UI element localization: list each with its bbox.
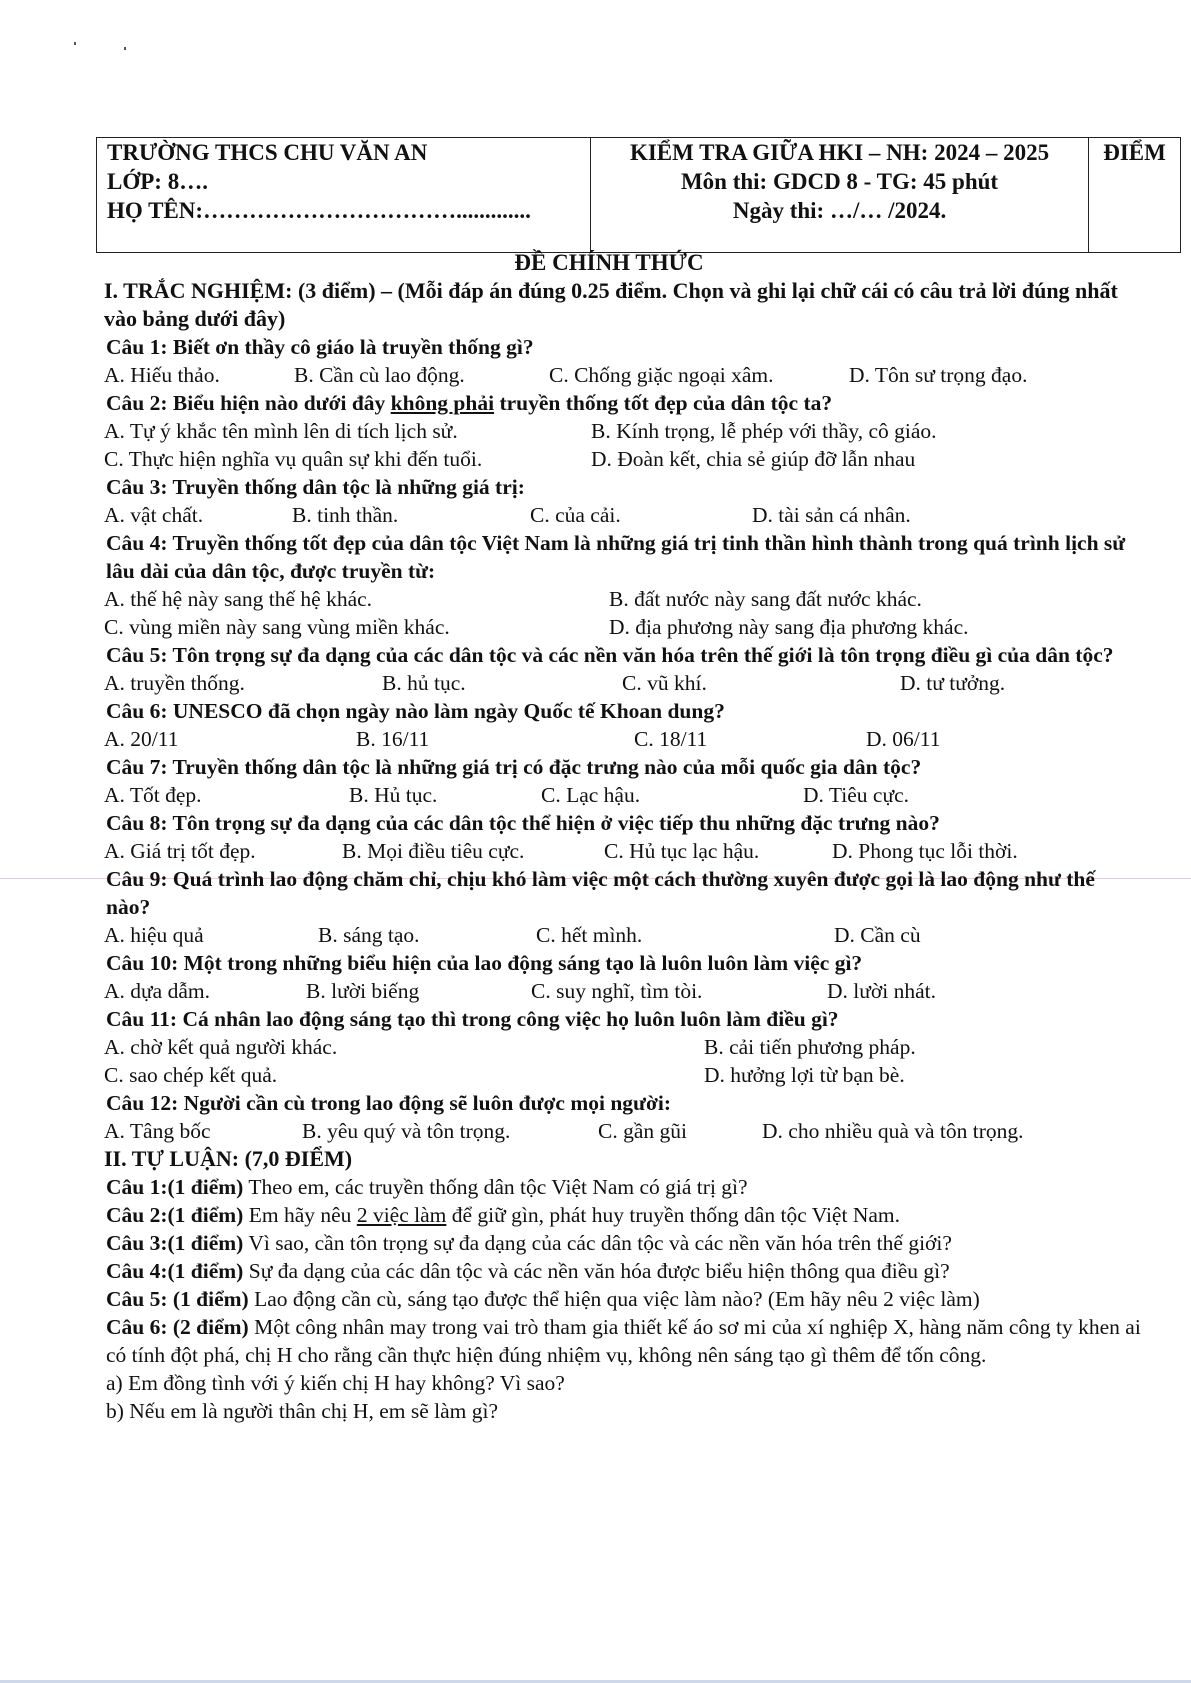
options-12	[104, 1117, 1144, 1145]
option-b: B. Mọi điều tiêu cực.	[342, 839, 525, 863]
option-c: C. Thực hiện nghĩa vụ quân sự khi đến tuổi.	[104, 447, 483, 471]
options-10	[104, 977, 1144, 1005]
options-7	[104, 781, 1144, 809]
score-cell	[1089, 138, 1181, 253]
option-c: C. gần gũi	[598, 1119, 687, 1143]
option-d: D. Tiêu cực.	[803, 783, 910, 807]
question-2-post: truyền thống tốt đẹp của dân tộc ta?	[494, 391, 833, 415]
scan-mark	[74, 42, 76, 45]
essay-label: Câu 6: (2 điểm)	[106, 1315, 249, 1339]
essay-label: Câu 3:(1 điểm)	[106, 1231, 244, 1255]
part2-title: II. TỰ LUẬN: (7,0 ĐIỂM)	[104, 1146, 353, 1171]
option-d: D. tư tưởng.	[900, 671, 1006, 695]
option-d: D. cho nhiều quà và tôn trọng.	[762, 1119, 1024, 1143]
question-7: Câu 7: Truyền thống dân tộc là những giá trị có đặc trưng nào của mỗi quốc gia dân tộc?	[106, 755, 922, 779]
option-a: A. Hiếu thảo.	[104, 363, 220, 387]
question-10: Câu 10: Một trong những biểu hiện của lao động sáng tạo là luôn luôn làm việc gì?	[106, 951, 863, 975]
essay-question-5	[104, 1285, 1144, 1313]
option-b: B. cải tiến phương pháp.	[704, 1035, 916, 1059]
question-4: Câu 4: Truyền thống tốt đẹp của dân tộc Việt Nam là những giá trị tinh thần hình thành trong quá trình lịch sử lâu dài của dân tộc, được truyền từ:	[106, 531, 1126, 583]
question-12: Câu 12: Người cần cù trong lao động sẽ luôn được mọi người:	[106, 1091, 671, 1115]
essay-label: Câu 4:(1 điểm)	[106, 1259, 244, 1283]
essay-label: Câu 1:(1 điểm)	[106, 1175, 244, 1199]
option-d: D. Phong tục lỗi thời.	[832, 839, 1018, 863]
exam-info-cell	[591, 138, 1089, 253]
option-c: C. 18/11	[634, 727, 708, 751]
option-d: D. địa phương này sang địa phương khác.	[609, 615, 969, 639]
option-c: C. Chống giặc ngoại xâm.	[549, 363, 774, 387]
essay-text-pre: Em hãy nêu	[243, 1203, 357, 1227]
student-info-cell	[97, 138, 591, 253]
option-c: C. của cải.	[530, 503, 621, 527]
essay-text: Sự đa dạng của các dân tộc và các nền văn hóa được biểu hiện thông qua điều gì?	[243, 1259, 950, 1283]
essay-text: Một công nhân may trong vai trò tham gia thiết kế áo sơ mi của xí nghiệp X, hàng năm công ty khen ai có tính đột phá, chị H cho rằng cần thực hiện đúng nhiệm vụ, không nên sáng tạo gì thêm để tốn công.	[106, 1315, 1141, 1367]
options-4	[104, 585, 1144, 641]
options-6	[104, 725, 1144, 753]
part1-title: I. TRẮC NGHIỆM: (3 điểm) – (Mỗi đáp án đúng 0.25 điểm. Chọn và ghi lại chữ cái có câu trả lời đúng nhất vào bảng dưới đây)	[104, 278, 1118, 331]
essay-question-6	[104, 1313, 1144, 1369]
option-c: C. vũ khí.	[622, 671, 707, 695]
option-c: C. sao chép kết quả.	[104, 1063, 278, 1087]
option-b: B. lười biếng	[306, 979, 420, 1003]
question-2	[104, 389, 1144, 417]
option-a: A. Tâng bốc	[104, 1119, 211, 1143]
name-line: HỌ TÊN:…………………………….............	[107, 198, 531, 223]
exam-content	[104, 249, 1144, 1425]
essay-question-2	[104, 1201, 1144, 1229]
essay-text-post: để giữ gìn, phát huy truyền thống dân tộc Việt Nam.	[446, 1203, 900, 1227]
question-6: Câu 6: UNESCO đã chọn ngày nào làm ngày Quốc tế Khoan dung?	[106, 699, 725, 723]
question-2-pre: Câu 2: Biểu hiện nào dưới đây	[106, 391, 391, 415]
essay-label: Câu 5: (1 điểm)	[106, 1287, 249, 1311]
option-b: B. Cần cù lao động.	[294, 363, 465, 387]
option-d: D. 06/11	[866, 727, 941, 751]
essay-subquestion-a: a) Em đồng tình với ý kiến chị H hay không? Vì sao?	[106, 1371, 565, 1395]
essay-question-4	[104, 1257, 1144, 1285]
options-11	[104, 1033, 1144, 1089]
question-5: Câu 5: Tôn trọng sự đa dạng của các dân tộc và các nền văn hóa trên thế giới là tôn trọng điều gì của dân tộc?	[106, 643, 1114, 667]
options-3	[104, 501, 1144, 529]
option-a: A. Tốt đẹp.	[104, 783, 202, 807]
option-d: D. hưởng lợi từ bạn bè.	[704, 1063, 905, 1087]
option-a: A. thế hệ này sang thế hệ khác.	[104, 587, 373, 611]
official-label: ĐỀ CHÍNH THỨC	[514, 250, 704, 275]
essay-text: Vì sao, cần tôn trọng sự đa dạng của các dân tộc và các nền văn hóa trên thế giới?	[243, 1231, 952, 1255]
options-5	[104, 669, 1144, 697]
option-d: D. Cần cù	[834, 923, 921, 947]
option-a: A. Tự ý khắc tên mình lên di tích lịch sử.	[104, 419, 458, 443]
class-line: LỚP: 8….	[107, 169, 208, 194]
options-2	[104, 417, 1144, 473]
option-c: C. vùng miền này sang vùng miền khác.	[104, 615, 450, 639]
date-line: Ngày thi: …/… /2024.	[732, 198, 947, 223]
essay-text-emphasis: 2 việc làm	[356, 1203, 447, 1227]
exam-title: KIỂM TRA GIỮA HKI – NH: 2024 – 2025	[629, 140, 1050, 165]
option-c: C. Lạc hậu.	[541, 783, 641, 807]
essay-question-3	[104, 1229, 1144, 1257]
option-d: D. lười nhát.	[827, 979, 937, 1003]
options-1	[104, 361, 1144, 389]
options-8	[104, 837, 1144, 865]
option-d: D. Đoàn kết, chia sẻ giúp đỡ lẫn nhau	[591, 447, 916, 471]
option-c: C. Hủ tục lạc hậu.	[604, 839, 760, 863]
option-d: D. tài sản cá nhân.	[752, 503, 911, 527]
option-b: B. đất nước này sang đất nước khác.	[609, 587, 922, 611]
option-a: A. vật chất.	[104, 503, 204, 527]
option-a: A. truyền thống.	[104, 671, 245, 695]
essay-question-1	[104, 1173, 1144, 1201]
question-11: Câu 11: Cá nhân lao động sáng tạo thì trong công việc họ luôn luôn làm điều gì?	[106, 1007, 839, 1031]
subject-line: Môn thi: GDCD 8 - TG: 45 phút	[680, 169, 999, 194]
options-9	[104, 921, 1144, 949]
school-name: TRƯỜNG THCS CHU VĂN AN	[107, 140, 428, 165]
option-b: B. hủ tục.	[382, 671, 466, 695]
score-label: ĐIỂM	[1103, 140, 1166, 165]
option-b: B. sáng tạo.	[318, 923, 420, 947]
question-3: Câu 3: Truyền thống dân tộc là những giá trị:	[106, 475, 525, 499]
question-9: Câu 9: Quá trình lao động chăm chỉ, chịu khó làm việc một cách thường xuyên được gọi là lao động như thế nào?	[106, 867, 1095, 919]
scan-mark	[124, 47, 126, 50]
essay-label: Câu 2:(1 điểm)	[106, 1203, 244, 1227]
option-b: B. tinh thần.	[292, 503, 399, 527]
option-a: A. 20/11	[104, 727, 179, 751]
option-b: B. Kính trọng, lễ phép với thầy, cô giáo.	[591, 419, 937, 443]
option-d: D. Tôn sư trọng đạo.	[849, 363, 1028, 387]
option-c: C. hết mình.	[536, 923, 643, 947]
option-a: A. Giá trị tốt đẹp.	[104, 839, 256, 863]
essay-subquestion-b: b) Nếu em là người thân chị H, em sẽ làm gì?	[106, 1399, 498, 1423]
question-8: Câu 8: Tôn trọng sự đa dạng của các dân tộc thể hiện ở việc tiếp thu những đặc trưng nào?	[106, 811, 940, 835]
option-b: B. 16/11	[356, 727, 430, 751]
option-b: B. Hủ tục.	[349, 783, 438, 807]
question-1: Câu 1: Biết ơn thầy cô giáo là truyền thống gì?	[106, 335, 534, 359]
option-a: A. dựa dẫm.	[104, 979, 210, 1003]
essay-text: Lao động cần cù, sáng tạo được thể hiện qua việc làm nào? (Em hãy nêu 2 việc làm)	[248, 1287, 980, 1311]
option-b: B. yêu quý và tôn trọng.	[302, 1119, 511, 1143]
option-c: C. suy nghĩ, tìm tòi.	[531, 979, 703, 1003]
option-a: A. hiệu quả	[104, 923, 204, 947]
option-a: A. chờ kết quả người khác.	[104, 1035, 338, 1059]
exam-header-table	[96, 137, 1181, 253]
essay-text: Theo em, các truyền thống dân tộc Việt Nam có giá trị gì?	[243, 1175, 748, 1199]
question-2-emphasis: không phải	[390, 391, 495, 415]
